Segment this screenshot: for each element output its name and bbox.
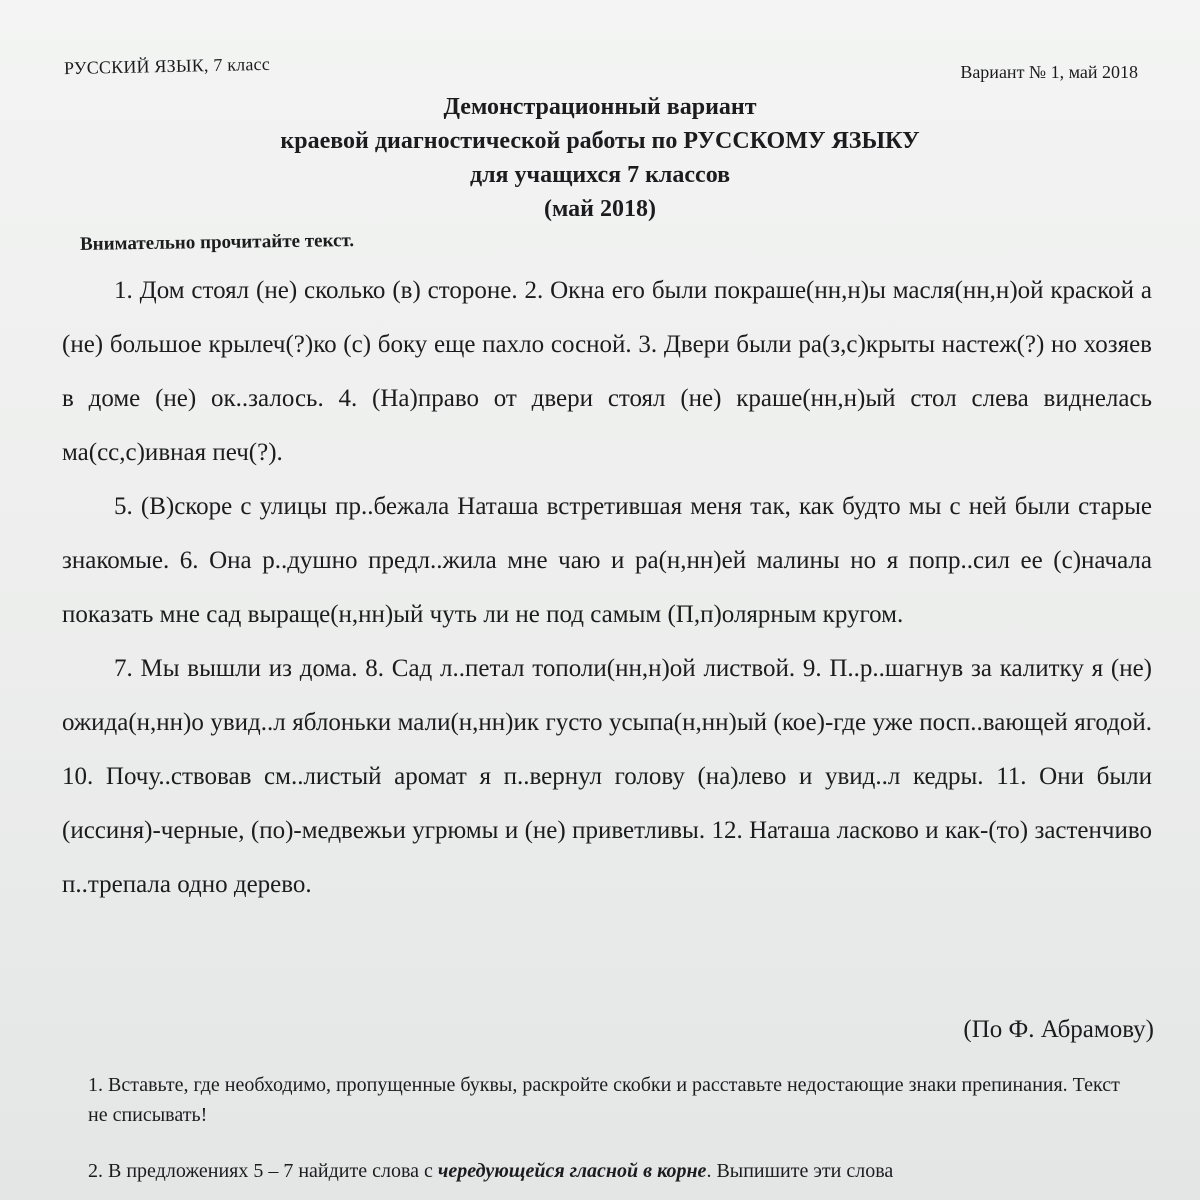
paragraph-3-text: 7. Мы вышли из дома. 8. Сад л..петал тополи(нн,н)ой листвой. 9. П..р..шагнув за калитку я (не) ожида(н,нн)о увид..л яблоньки мали(н,нн)ик густо усыпа(н,нн)ый (кое)-где уже посп..вающей ягодой. 10. Почу..ствовав см..листый аромат я п..вернул голову (на)лево и увид..л кедры. 11. Они были (иссиня)-черные, (по)-медвежьи угрюмы и (не) приветливы. 12. Наташа ласково и как-(то) застенчиво п..трепала одно дерево.	[62, 655, 1152, 898]
paragraph-3	[62, 642, 1152, 912]
task-2-prefix: 2. В предложениях 5 – 7 найдите слова с	[88, 1160, 433, 1182]
subject-header: РУССКИЙ ЯЗЫК, 7 класс	[63, 53, 271, 79]
paragraph-2-text: 5. (В)скоре с улицы пр..бежала Наташа встретившая меня так, как будто мы с ней были старые знакомые. 6. Она р..душно предл..жила мне чаю и ра(н,нн)ей малины но я попр..сил ее (с)начала показать мне сад выраще(н,нн)ый чуть ли не под самым (П,п)олярным кругом.	[62, 493, 1152, 628]
title-line-4: (май 2018)	[544, 196, 656, 222]
task-2-emphasis: чередующейся гласной в корне	[437, 1160, 707, 1182]
title-line-1: Демонстрационный вариант	[443, 94, 757, 120]
paragraph-2	[62, 480, 1152, 642]
task-1: 1. Вставьте, где необходимо, пропущенные буквы, раскройте скобки и расставьте недостающие знаки препинания. Текст не списывать!	[88, 1074, 1120, 1126]
title-line-3: для учащихся 7 классов	[469, 162, 731, 188]
exercise-text	[62, 264, 1152, 912]
variant-header: Вариант № 1, май 2018	[960, 62, 1138, 82]
source-attribution: (По Ф. Абрамову)	[963, 1016, 1154, 1043]
paragraph-1-text: 1. Дом стоял (не) сколько (в) стороне. 2. Окна его были покраше(нн,н)ы масля(нн,н)ой краской а (не) большое крылеч(?)ко (с) боку еще пахло сосной. 3. Двери были ра(з,с)крыты настеж(?) но хозяев в доме (не) ок..залось. 4. (На)право от двери стоял (не) краше(нн,н)ый стол слева виднелась ма(сс,с)ивная печ(?).	[62, 277, 1152, 466]
paragraph-1	[62, 264, 1152, 480]
instruction-intro: Внимательно прочитайте текст.	[79, 230, 355, 255]
task-2	[88, 1156, 1138, 1186]
document-title	[0, 90, 1200, 226]
title-line-2: краевой диагностической работы по РУССКОМУ ЯЗЫКУ	[280, 128, 920, 154]
task-2-suffix: . Выпишите эти слова	[706, 1160, 894, 1182]
